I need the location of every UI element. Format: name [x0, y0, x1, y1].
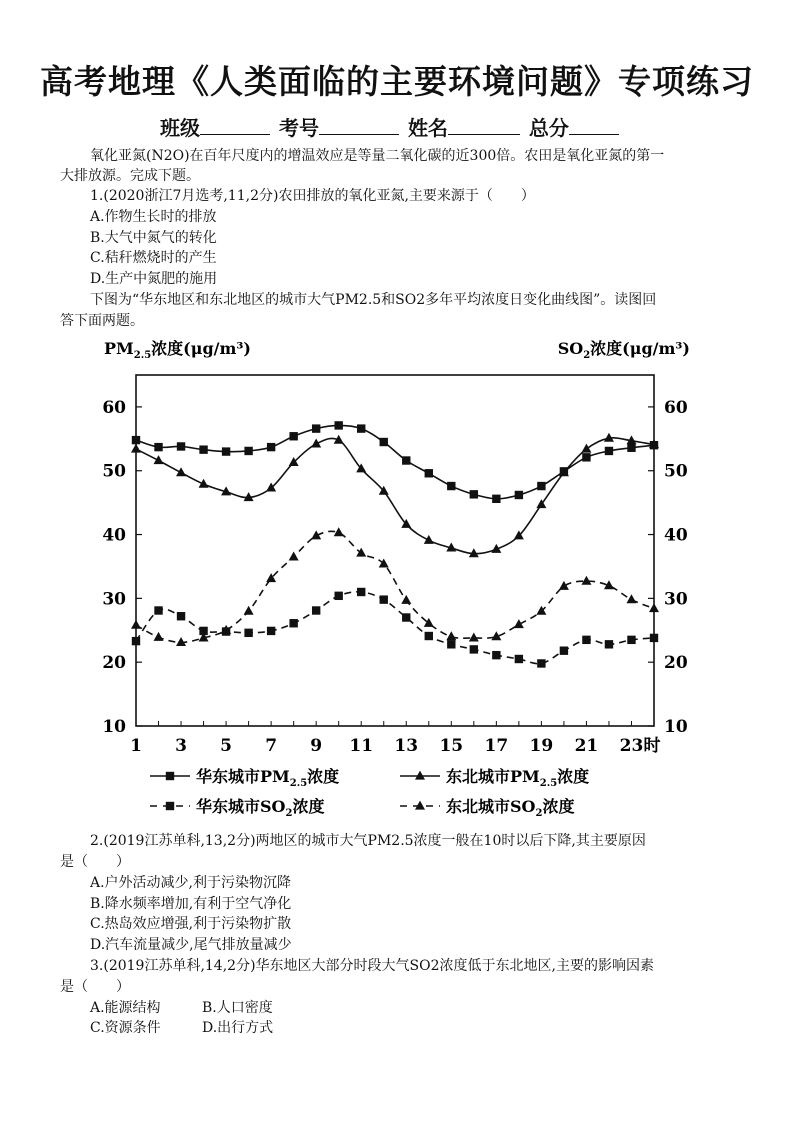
triangle-marker: [131, 620, 141, 629]
intro-line-1: 氧化亚氮(N2O)在百年尺度内的增温效应是等量二氧化碳的近300倍。农田是氧化亚氮的第一: [90, 148, 665, 164]
name-label: 姓名: [407, 116, 448, 140]
number-label: 考号: [278, 116, 319, 140]
series-3: [132, 588, 658, 668]
x-tick-label: 3: [175, 736, 187, 756]
square-marker: [470, 490, 478, 498]
left-tick-label: 40: [102, 525, 126, 546]
legend-marker: [415, 771, 425, 780]
square-marker: [334, 592, 342, 600]
x-tick-label: 21: [574, 736, 599, 756]
q2-stem-line-2: 是（ ）: [60, 854, 130, 870]
number-blank[interactable]: [319, 116, 399, 135]
series-4: [131, 527, 659, 646]
triangle-marker: [154, 632, 164, 641]
legend-label: 华东城市$PM_{2.5}$浓度: [196, 767, 340, 789]
x-tick-label: 15: [439, 736, 464, 756]
x-tick-label: 7: [265, 736, 278, 756]
square-marker: [177, 612, 185, 620]
q2-option-b: B.降水频率增加,有利于空气净化: [90, 896, 292, 912]
concentration-chart: [0, 330, 794, 830]
right-tick-label: 40: [664, 525, 688, 546]
square-marker: [312, 606, 320, 614]
square-marker: [132, 436, 140, 444]
square-marker: [402, 456, 410, 464]
q1-option-c: C.秸秆燃烧时的产生: [90, 250, 217, 266]
q3-option-b: B.人口密度: [202, 1000, 273, 1016]
square-marker: [154, 443, 162, 451]
q2-stem-line-1: 2.(2019江苏单科,13,2分)两地区的城市大气PM2.5浓度一般在10时以后下降,其主要原因: [90, 833, 646, 849]
square-marker: [627, 636, 635, 644]
right-tick-label: 20: [664, 653, 688, 674]
triangle-marker: [356, 548, 366, 557]
series-line: [136, 531, 654, 642]
triangle-marker: [379, 559, 389, 568]
right-tick-label: 10: [664, 717, 688, 737]
score-blank[interactable]: [569, 116, 619, 135]
legend-label: 东北城市$PM_{2.5}$浓度: [446, 767, 590, 789]
square-marker: [447, 482, 455, 490]
triangle-marker: [244, 606, 254, 615]
triangle-marker: [424, 618, 434, 627]
x-unit-label: 时: [643, 736, 661, 756]
left-tick-label: 20: [102, 653, 126, 674]
series-1: [132, 421, 658, 503]
legend-marker: [415, 801, 425, 810]
left-tick-label: 50: [102, 461, 126, 482]
square-marker: [380, 438, 388, 446]
square-marker: [222, 447, 230, 455]
left-tick-label: 30: [102, 589, 126, 610]
q3-option-d: D.出行方式: [202, 1020, 274, 1036]
class-blank[interactable]: [200, 116, 270, 135]
legend-label: 东北城市$SO_2$浓度: [446, 797, 575, 819]
square-marker: [515, 491, 523, 499]
square-marker: [582, 453, 590, 461]
square-marker: [357, 588, 365, 596]
triangle-marker: [581, 576, 591, 585]
q3-stem-line-2: 是（ ）: [60, 979, 130, 995]
square-marker: [267, 627, 275, 635]
legend-item: [150, 767, 339, 789]
square-marker: [244, 629, 252, 637]
square-marker: [357, 424, 365, 432]
square-marker: [199, 445, 207, 453]
square-marker: [492, 495, 500, 503]
square-marker: [132, 637, 140, 645]
page-title: 高考地理《人类面临的主要环境问题》专项练习: [40, 62, 754, 101]
q1-stem: 1.(2020浙江7月选考,11,2分)农田排放的氧化亚氮,主要来源于（ ）: [90, 188, 535, 204]
triangle-marker: [424, 535, 434, 544]
x-tick-label: 1: [130, 736, 142, 756]
plot-frame: [136, 375, 654, 726]
figure-intro-line-2: 答下面两题。: [60, 313, 144, 329]
legend-marker: [166, 772, 174, 780]
x-tick-label: 19: [529, 736, 554, 756]
chart-axes: [102, 375, 688, 756]
triangle-marker: [559, 581, 569, 590]
left-tick-label: 10: [102, 717, 126, 737]
chart-legend: [150, 767, 589, 819]
q2-option-c: C.热岛效应增强,利于污染物扩散: [90, 916, 292, 932]
square-marker: [312, 424, 320, 432]
square-marker: [402, 613, 410, 621]
square-marker: [425, 632, 433, 640]
right-tick-label: 50: [664, 461, 688, 482]
square-marker: [537, 482, 545, 490]
q1-option-d: D.生产中氮肥的施用: [90, 271, 218, 287]
triangle-marker: [581, 444, 591, 453]
square-marker: [154, 606, 162, 614]
square-marker: [515, 655, 523, 663]
legend-item: [150, 797, 324, 819]
triangle-marker: [289, 551, 299, 560]
q3-option-a: A.能源结构: [90, 1000, 161, 1016]
triangle-marker: [649, 603, 659, 612]
square-marker: [289, 432, 297, 440]
x-tick-label: 23: [619, 736, 644, 756]
right-axis-label: $SO_2$浓度(μg/m³): [557, 339, 690, 361]
triangle-marker: [154, 455, 164, 464]
class-label: 班级: [160, 116, 200, 140]
square-marker: [650, 634, 658, 642]
legend-marker: [166, 802, 174, 810]
right-tick-label: 30: [664, 589, 688, 610]
square-marker: [605, 447, 613, 455]
legend-item: [400, 767, 589, 789]
square-marker: [605, 640, 613, 648]
triangle-marker: [401, 595, 411, 604]
intro-line-2: 大排放源。完成下题。: [60, 168, 200, 184]
right-tick-label: 60: [664, 397, 688, 418]
square-marker: [582, 636, 590, 644]
series-line: [136, 438, 654, 554]
x-tick-label: 13: [394, 736, 419, 756]
q2-option-d: D.汽车流量减少,尾气排放量减少: [90, 937, 292, 953]
chart-series: [131, 421, 659, 667]
triangle-marker: [131, 444, 141, 453]
q1-option-a: A.作物生长时的排放: [90, 209, 217, 225]
square-marker: [537, 659, 545, 667]
student-info: [160, 112, 621, 141]
square-marker: [289, 619, 297, 627]
x-tick-label: 11: [349, 736, 374, 756]
triangle-marker: [469, 633, 479, 642]
square-marker: [560, 646, 568, 654]
triangle-marker: [446, 631, 456, 640]
x-tick-label: 5: [220, 736, 233, 756]
square-marker: [492, 651, 500, 659]
square-marker: [177, 442, 185, 450]
left-tick-label: 60: [102, 397, 126, 418]
triangle-marker: [334, 527, 344, 536]
figure-intro-line-1: 下图为“华东地区和东北地区的城市大气PM2.5和SO2多年平均浓度日变化曲线图”。读图回: [90, 292, 657, 308]
triangle-marker: [626, 594, 636, 603]
square-marker: [380, 595, 388, 603]
square-marker: [267, 443, 275, 451]
score-label: 总分: [528, 116, 569, 140]
left-axis-label: $PM_{2.5}$浓度(μg/m³): [104, 339, 251, 361]
q2-option-a: A.户外活动减少,利于污染物沉降: [90, 875, 292, 891]
square-marker: [425, 469, 433, 477]
square-marker: [447, 640, 455, 648]
legend-label: 华东城市$SO_2$浓度: [196, 797, 325, 819]
square-marker: [627, 444, 635, 452]
q3-option-c: C.资源条件: [90, 1020, 161, 1036]
square-marker: [244, 447, 252, 455]
q1-option-b: B.大气中氮气的转化: [90, 230, 217, 246]
x-tick-label: 17: [484, 736, 509, 756]
triangle-marker: [176, 467, 186, 476]
square-marker: [470, 645, 478, 653]
square-marker: [334, 421, 342, 429]
name-blank[interactable]: [448, 116, 520, 135]
legend-item: [400, 797, 574, 819]
series-line: [136, 592, 654, 664]
q3-stem-line-1: 3.(2019江苏单科,14,2分)华东地区大部分时段大气SO2浓度低于东北地区,主要的影响因素: [90, 958, 654, 974]
triangle-marker: [514, 619, 524, 628]
x-tick-label: 9: [310, 736, 323, 756]
